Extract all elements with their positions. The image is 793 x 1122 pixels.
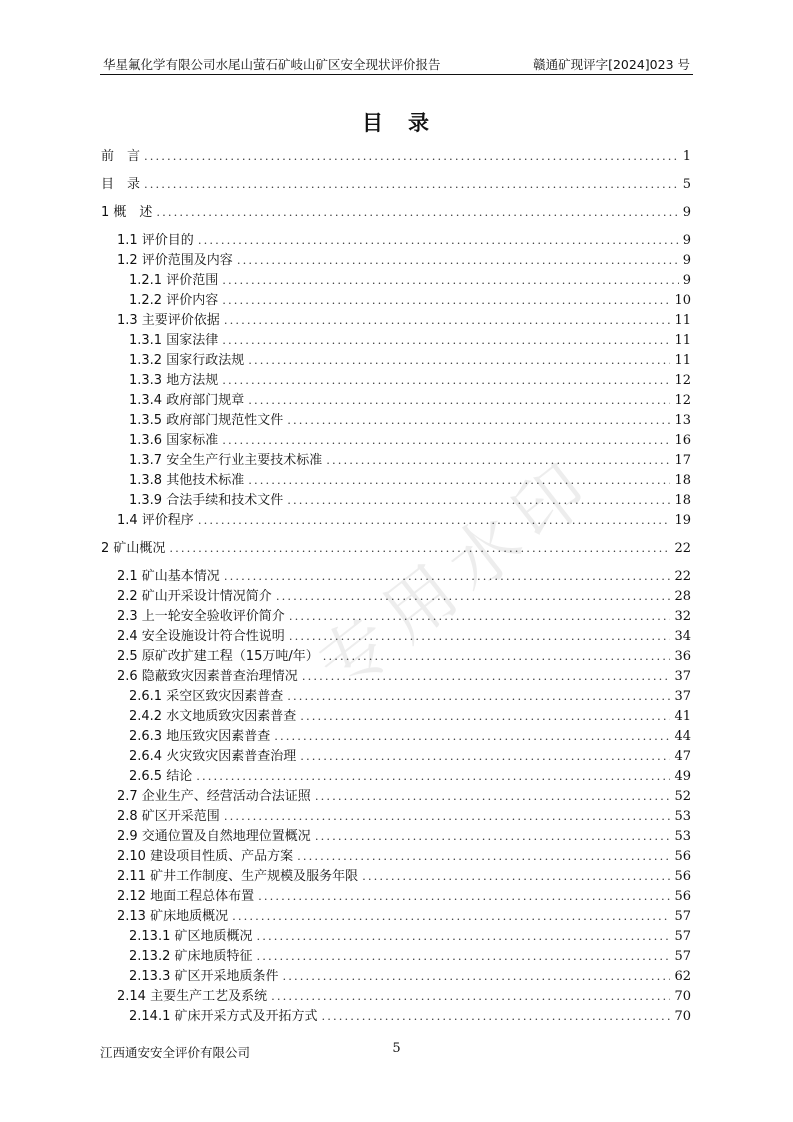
toc-entry[interactable] xyxy=(101,144,691,164)
toc-entry[interactable] xyxy=(101,864,691,884)
toc-entry-label: 1 概 述 xyxy=(101,205,153,220)
toc-entry[interactable] xyxy=(101,764,691,784)
toc-leader-dots xyxy=(248,353,670,368)
toc-entry-page: 9 xyxy=(682,253,691,268)
toc-leader-dots xyxy=(169,541,670,556)
toc-leader-dots xyxy=(276,589,671,604)
toc-entry-label: 2.13 矿床地质概况 xyxy=(117,909,229,924)
toc-leader-dots xyxy=(222,433,670,448)
toc-leader-dots xyxy=(224,809,671,824)
toc-entry-label: 1.3.7 安全生产行业主要技术标准 xyxy=(129,453,323,468)
toc-entry-page: 32 xyxy=(674,609,691,624)
toc-entry-label: 1.3.3 地方法规 xyxy=(129,373,219,388)
toc-leader-dots xyxy=(287,493,670,508)
toc-entry-label: 1.3.9 合法手续和技术文件 xyxy=(129,493,284,508)
toc-entry-label: 1.1 评价目的 xyxy=(117,233,194,248)
toc-leader-dots xyxy=(198,513,671,528)
toc-entry-label: 2.6 隐蔽致灾因素普查治理情况 xyxy=(117,669,298,684)
toc-entry[interactable] xyxy=(101,684,691,704)
toc-entry[interactable] xyxy=(101,664,691,684)
toc-entry-page: 56 xyxy=(674,869,691,884)
toc-entry[interactable] xyxy=(101,308,691,328)
toc-entry-page: 9 xyxy=(682,273,691,288)
toc-leader-dots xyxy=(224,569,671,584)
toc-leader-dots xyxy=(315,829,671,844)
toc-leader-dots xyxy=(222,273,679,288)
toc-entry-label: 2.4 安全设施设计符合性说明 xyxy=(117,629,285,644)
toc-leader-dots xyxy=(300,749,670,764)
toc-entry-label: 1.3.5 政府部门规范性文件 xyxy=(129,413,284,428)
toc-entry-label: 2.13.2 矿床地质特征 xyxy=(129,949,253,964)
toc-entry[interactable] xyxy=(101,388,691,408)
toc-entry-page: 57 xyxy=(674,909,691,924)
toc-entry[interactable] xyxy=(101,624,691,644)
toc-entry-page: 70 xyxy=(674,989,691,1004)
toc-entry-page: 18 xyxy=(674,473,691,488)
toc-entry[interactable] xyxy=(101,804,691,824)
toc-entry[interactable] xyxy=(101,288,691,308)
toc-entry-page: 28 xyxy=(674,589,691,604)
toc-entry-label: 1.3.6 国家标准 xyxy=(129,433,219,448)
toc-entry-label: 2 矿山概况 xyxy=(101,541,166,556)
toc-entry-page: 62 xyxy=(674,969,691,984)
toc-leader-dots xyxy=(282,969,670,984)
toc-entry-label: 2.14 主要生产工艺及系统 xyxy=(117,989,268,1004)
toc-leader-dots xyxy=(248,473,670,488)
page-title: 目 录 xyxy=(362,111,431,135)
toc-entry-page: 53 xyxy=(674,809,691,824)
toc-entry[interactable] xyxy=(101,604,691,624)
toc-entry[interactable] xyxy=(101,704,691,724)
toc-leader-dots xyxy=(232,909,670,924)
toc-entry-label: 1.2.2 评价内容 xyxy=(129,293,219,308)
toc-entry[interactable] xyxy=(101,724,691,744)
toc-entry-page: 11 xyxy=(674,353,691,368)
toc-entry[interactable] xyxy=(101,508,691,528)
toc-entry-label: 2.6.4 火灾致灾因素普查治理 xyxy=(129,749,297,764)
toc-entry-label: 2.2 矿山开采设计情况简介 xyxy=(117,589,272,604)
toc-leader-dots xyxy=(144,177,679,192)
toc-entry-label: 2.10 建设项目性质、产品方案 xyxy=(117,849,294,864)
toc-entry[interactable] xyxy=(101,904,691,924)
toc-entry-label: 1.3 主要评价依据 xyxy=(117,313,220,328)
toc-leader-dots xyxy=(302,669,671,684)
toc-entry[interactable] xyxy=(101,448,691,468)
toc-leader-dots xyxy=(156,205,678,220)
toc-entry-page: 56 xyxy=(674,849,691,864)
toc-entry[interactable] xyxy=(101,924,691,944)
toc-entry[interactable] xyxy=(101,884,691,904)
toc-entry-page: 12 xyxy=(674,373,691,388)
toc-entry-page: 47 xyxy=(674,749,691,764)
toc-entry-page: 22 xyxy=(674,569,691,584)
toc-entry-page: 22 xyxy=(674,541,691,556)
toc-entry-page: 57 xyxy=(674,929,691,944)
toc-entry-label: 2.13.3 矿区开采地质条件 xyxy=(129,969,279,984)
toc-leader-dots xyxy=(326,453,670,468)
toc-entry-label: 2.8 矿区开采范围 xyxy=(117,809,220,824)
toc-entry[interactable] xyxy=(101,200,691,220)
toc-leader-dots xyxy=(256,949,670,964)
toc-entry-label: 2.11 矿井工作制度、生产规模及服务年限 xyxy=(117,869,359,884)
toc-entry[interactable] xyxy=(101,784,691,804)
toc-leader-dots xyxy=(271,989,670,1004)
watermark: 专用水印 xyxy=(302,441,612,709)
toc-entry-page: 11 xyxy=(674,313,691,328)
toc-entry[interactable] xyxy=(101,944,691,964)
toc-entry-page: 52 xyxy=(674,789,691,804)
toc-entry-page: 56 xyxy=(674,889,691,904)
toc-entry-page: 37 xyxy=(674,689,691,704)
toc-entry-page: 9 xyxy=(682,233,691,248)
toc-entry[interactable] xyxy=(101,824,691,844)
toc-leader-dots xyxy=(289,629,671,644)
toc-entry-page: 53 xyxy=(674,829,691,844)
toc-leader-dots xyxy=(321,1009,670,1024)
toc-leader-dots xyxy=(289,609,671,624)
toc-entry-page: 44 xyxy=(674,729,691,744)
toc-entry-label: 2.5 原矿改扩建工程（15万吨/年） xyxy=(117,649,319,664)
toc-entry-page: 36 xyxy=(674,649,691,664)
toc-leader-dots xyxy=(196,769,670,784)
toc-entry-page: 49 xyxy=(674,769,691,784)
toc-entry-page: 13 xyxy=(674,413,691,428)
toc-entry-label: 2.14.1 矿床开采方式及开拓方式 xyxy=(129,1009,318,1024)
toc-leader-dots xyxy=(287,413,670,428)
toc-entry[interactable] xyxy=(101,488,691,508)
toc-entry[interactable] xyxy=(101,468,691,488)
toc-entry[interactable] xyxy=(101,172,691,192)
toc-entry-page: 17 xyxy=(674,453,691,468)
toc-entry[interactable] xyxy=(101,248,691,268)
toc-leader-dots xyxy=(248,393,670,408)
footer-company: 江西通安安全评价有限公司 xyxy=(100,1045,251,1060)
toc-entry-label: 1.3.2 国家行政法规 xyxy=(129,353,245,368)
toc-entry-label: 2.3 上一轮安全验收评价简介 xyxy=(117,609,285,624)
toc-entry-label: 1.3.8 其他技术标准 xyxy=(129,473,245,488)
toc-leader-dots xyxy=(256,929,670,944)
toc-entry[interactable] xyxy=(101,744,691,764)
toc-entry-label: 2.13.1 矿区地质概况 xyxy=(129,929,253,944)
toc-entry[interactable] xyxy=(101,984,691,1004)
toc-entry[interactable] xyxy=(101,428,691,448)
toc-entry-page: 70 xyxy=(674,1009,691,1024)
toc-entry[interactable] xyxy=(101,564,691,584)
toc-entry-label: 2.6.3 地压致灾因素普查 xyxy=(129,729,271,744)
toc-entry-page: 10 xyxy=(674,293,691,308)
header-document-number: 赣通矿现评字[2024]023 号 xyxy=(533,57,690,72)
toc-entry-page: 9 xyxy=(682,205,691,220)
toc-entry-label: 2.9 交通位置及自然地理位置概况 xyxy=(117,829,311,844)
toc-leader-dots xyxy=(222,373,670,388)
toc-entry-page: 37 xyxy=(674,669,691,684)
toc-entry[interactable] xyxy=(101,536,691,556)
toc-entry[interactable] xyxy=(101,348,691,368)
toc-entry-page: 19 xyxy=(674,513,691,528)
toc-entry-page: 16 xyxy=(674,433,691,448)
toc-entry-label: 1.2 评价范围及内容 xyxy=(117,253,233,268)
toc-entry[interactable] xyxy=(101,584,691,604)
footer-page-number: 5 xyxy=(392,1041,401,1056)
toc-leader-dots xyxy=(237,253,679,268)
toc-entry-label: 前 言 xyxy=(101,149,141,164)
toc-entry[interactable] xyxy=(101,268,691,288)
toc-entry[interactable] xyxy=(101,408,691,428)
toc-entry-page: 18 xyxy=(674,493,691,508)
toc-leader-dots xyxy=(258,889,670,904)
toc-entry-label: 2.6.1 采空区致灾因素普查 xyxy=(129,689,284,704)
toc-leader-dots xyxy=(198,233,679,248)
toc-entry-label: 目 录 xyxy=(101,177,141,192)
toc-leader-dots xyxy=(315,789,671,804)
toc-leader-dots xyxy=(222,293,670,308)
toc-leader-dots xyxy=(224,313,671,328)
toc-leader-dots xyxy=(297,849,670,864)
toc-leader-dots xyxy=(287,689,670,704)
header-report-title: 华星氟化学有限公司水尾山萤石矿岐山矿区安全现状评价报告 xyxy=(103,57,441,72)
toc-entry-label: 1.3.4 政府部门规章 xyxy=(129,393,245,408)
toc-entry-label: 2.7 企业生产、经营活动合法证照 xyxy=(117,789,311,804)
toc-entry[interactable] xyxy=(101,644,691,664)
toc-entry[interactable] xyxy=(101,844,691,864)
toc-entry-page: 11 xyxy=(674,333,691,348)
toc-leader-dots xyxy=(222,333,670,348)
toc-entry-label: 1.3.1 国家法律 xyxy=(129,333,219,348)
header-divider xyxy=(100,74,693,75)
toc-leader-dots xyxy=(300,709,670,724)
page-header xyxy=(103,55,690,73)
toc-entry[interactable] xyxy=(101,1004,691,1024)
toc-entry-page: 34 xyxy=(674,629,691,644)
toc-entry-label: 2.4.2 水文地质致灾因素普查 xyxy=(129,709,297,724)
toc-entry-page: 12 xyxy=(674,393,691,408)
toc-entry[interactable] xyxy=(101,228,691,248)
toc-entry-label: 2.6.5 结论 xyxy=(129,769,193,784)
toc-entry-label: 1.4 评价程序 xyxy=(117,513,194,528)
toc-entry[interactable] xyxy=(101,328,691,348)
toc-entry-page: 1 xyxy=(682,149,691,164)
toc-leader-dots xyxy=(144,149,679,164)
toc-leader-dots xyxy=(362,869,670,884)
toc-leader-dots xyxy=(323,649,671,664)
toc-entry-label: 1.2.1 评价范围 xyxy=(129,273,219,288)
toc-entry-label: 2.1 矿山基本情况 xyxy=(117,569,220,584)
toc-leader-dots xyxy=(274,729,670,744)
toc-entry-page: 41 xyxy=(674,709,691,724)
toc-entry[interactable] xyxy=(101,368,691,388)
toc-entry-label: 2.12 地面工程总体布置 xyxy=(117,889,255,904)
toc-entry-page: 57 xyxy=(674,949,691,964)
toc-entry-page: 5 xyxy=(682,177,691,192)
toc-entry[interactable] xyxy=(101,964,691,984)
